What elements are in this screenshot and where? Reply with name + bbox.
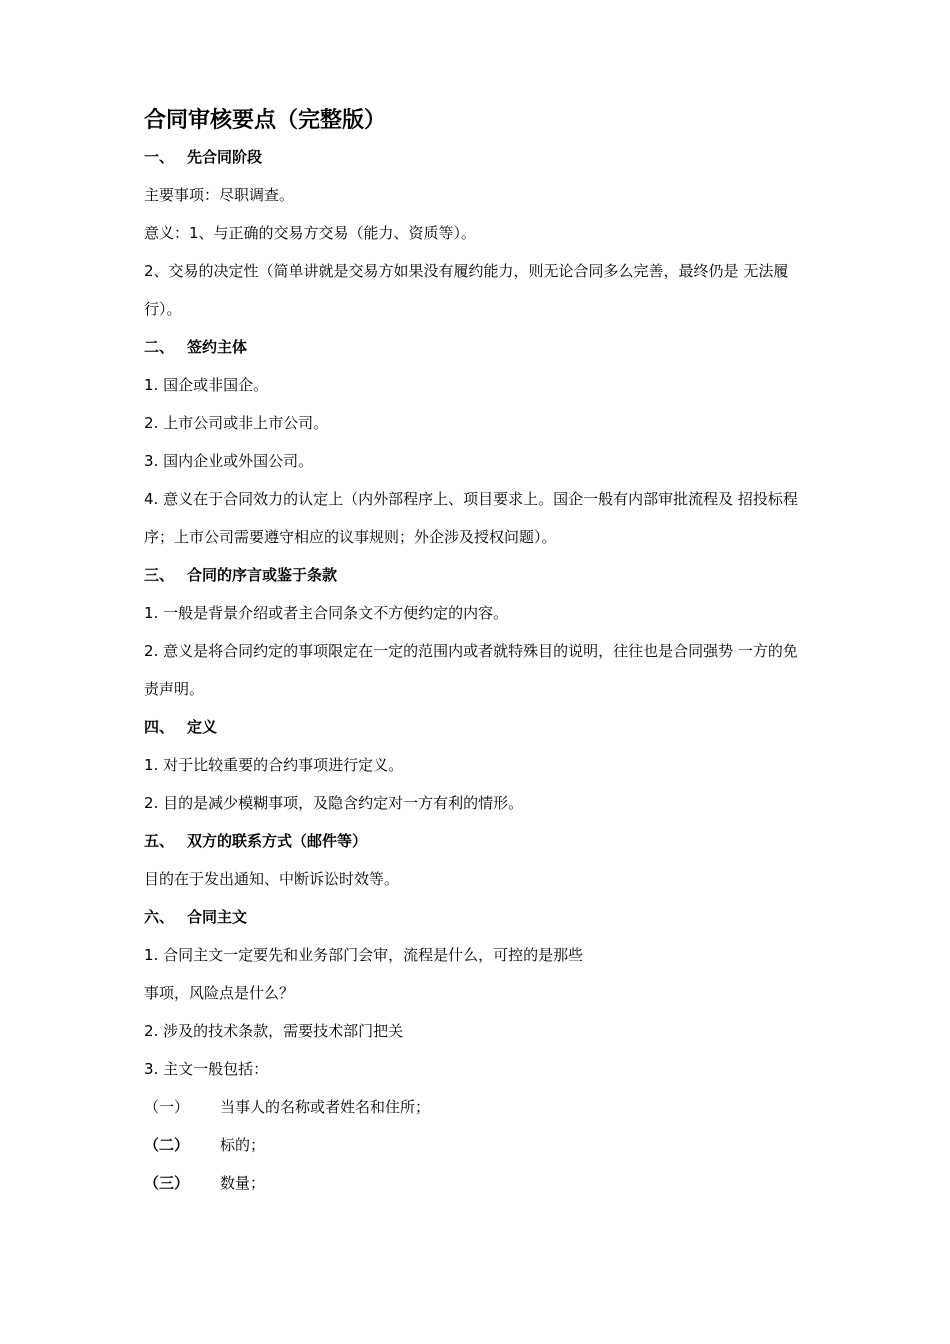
section-title: 合同的序言或鉴于条款 — [187, 566, 338, 584]
list-item — [144, 1172, 809, 1194]
paragraph: 2、交易的决定性（简单讲就是交易方如果没有履约能力，则无论合同多么完善，最终仍是 无法履行）。 — [144, 262, 789, 318]
paragraph: 2. 目的是减少模糊事项，及隐含约定对一方有利的情形。 — [144, 794, 524, 812]
section-title: 双方的联系方式（邮件等） — [187, 832, 368, 850]
paragraph: 1. 国企或非国企。 — [144, 376, 269, 394]
section-title: 定义 — [187, 718, 218, 736]
list-item-text: 标的； — [220, 1136, 266, 1154]
section-heading — [144, 716, 809, 738]
paragraph: 事项，风险点是什么？ — [144, 984, 295, 1002]
section-heading — [144, 336, 809, 358]
section-title: 先合同阶段 — [187, 148, 263, 166]
list-item-marker: （一） — [144, 1098, 190, 1116]
section-heading — [144, 906, 809, 928]
paragraph: 2. 涉及的技术条款，需要技术部门把关 — [144, 1022, 404, 1040]
paragraph: 1. 对于比较重要的合约事项进行定义。 — [144, 756, 404, 774]
paragraph: 意义：1、与正确的交易方交易（能力、资质等）。 — [144, 224, 477, 242]
paragraph: 目的在于发出通知、中断诉讼时效等。 — [144, 870, 400, 888]
section-number: 五、 — [144, 832, 175, 850]
document-title: 合同审核要点（完整版） — [144, 108, 387, 133]
paragraph: 4. 意义在于合同效力的认定上（内外部程序上、项目要求上。国企一般有内部审批流程及 招投标程序；上市公司需要遵守相应的议事规则；外企涉及授权问题）。 — [144, 490, 798, 546]
section-number: 二、 — [144, 338, 175, 356]
paragraph: 主要事项：尽职调查。 — [144, 186, 295, 204]
section-heading — [144, 830, 809, 852]
section-number: 四、 — [144, 718, 175, 736]
section-heading — [144, 146, 809, 168]
paragraph: 2. 上市公司或非上市公司。 — [144, 414, 329, 432]
list-item — [144, 1134, 809, 1156]
section-number: 六、 — [144, 908, 175, 926]
section-title: 合同主文 — [187, 908, 248, 926]
section-number: 一、 — [144, 148, 175, 166]
list-item-text: 数量； — [220, 1174, 266, 1192]
list-item-marker: （二） — [144, 1136, 190, 1154]
paragraph: 1. 一般是背景介绍或者主合同条文不方便约定的内容。 — [144, 604, 509, 622]
paragraph: 3. 主文一般包括： — [144, 1060, 269, 1078]
document-body — [144, 104, 809, 1210]
list-item-text: 当事人的名称或者姓名和住所； — [220, 1098, 431, 1116]
paragraph: 2. 意义是将合同约定的事项限定在一定的范围内或者就特殊目的说明，往往也是合同强势 一方的免责声明。 — [144, 642, 798, 698]
paragraph: 3. 国内企业或外国公司。 — [144, 452, 314, 470]
list-item — [144, 1096, 809, 1118]
list-item-marker: （三） — [144, 1174, 190, 1192]
section-title: 签约主体 — [187, 338, 248, 356]
section-number: 三、 — [144, 566, 175, 584]
section-heading — [144, 564, 809, 586]
paragraph: 1. 合同主文一定要先和业务部门会审，流程是什么，可控的是那些 — [144, 946, 584, 964]
